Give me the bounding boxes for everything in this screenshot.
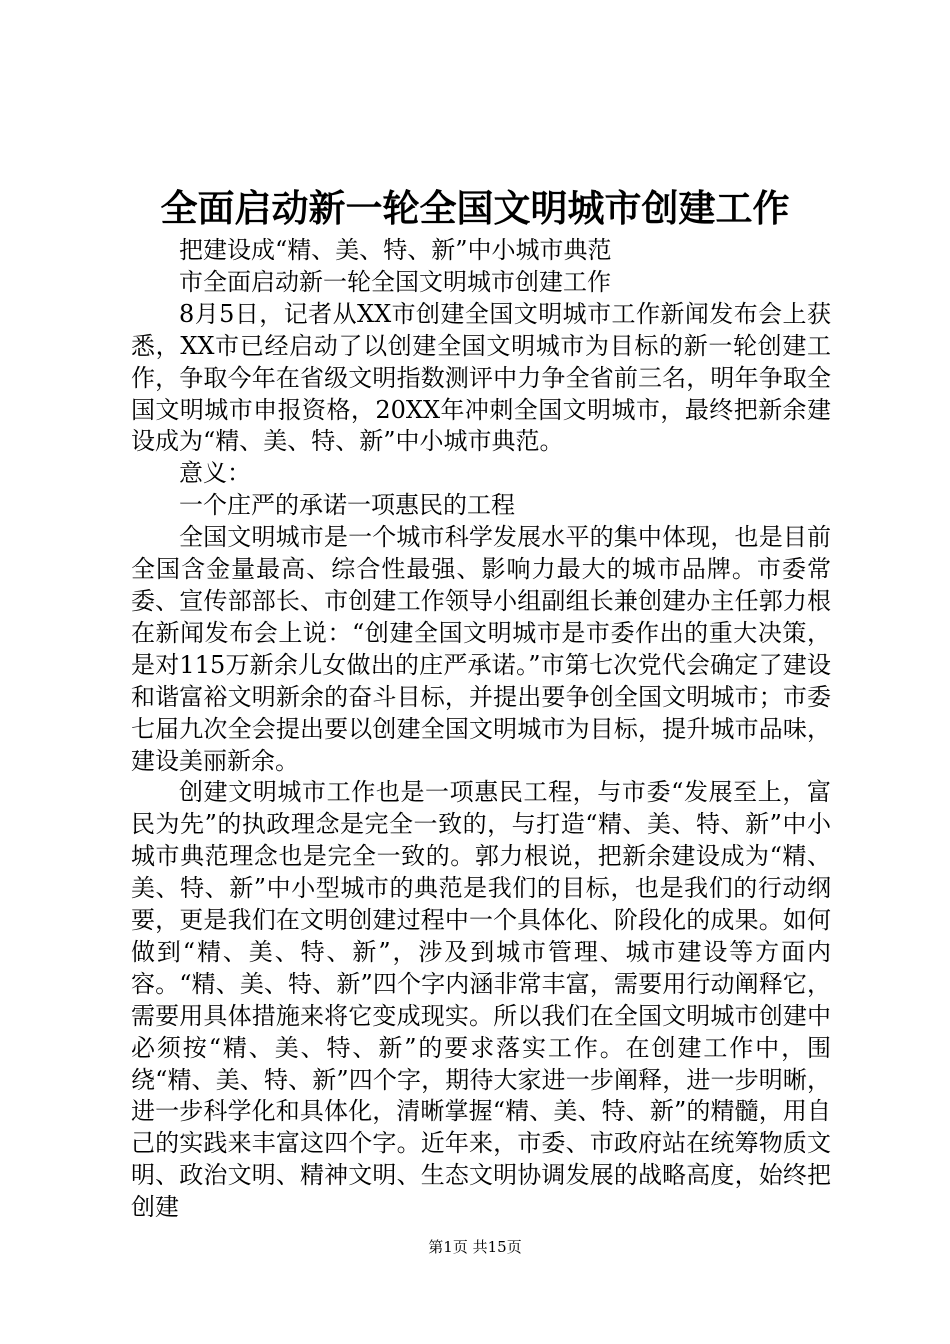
paragraph-body-1: 全国文明城市是一个城市科学发展水平的集中体现，也是目前全国含金量最高、综合性最强、影响力最大的城市品牌。市委常委、宣传部部长、市创建工作领导小组副组长兼创建办主任郭力根在新闻发布会上说：“创建全国文明城市是市委作出的重大决策，是对115万新余儿女做出的庄严承诺。”市第七次党代会确定了建设和谐富裕文明新余的奋斗目标，并提出要争创全国文明城市；市委七届九次全会提出要以创建全国文明城市为目标，提升城市品味，建设美丽新余。 [131, 523, 831, 775]
document-body [131, 235, 831, 1224]
paragraph-meaning-label: 意义： [179, 459, 251, 488]
paragraph-section-heading: 一个庄严的承诺一项惠民的工程 [179, 491, 515, 520]
paragraph-subtitle: 把建设成“精、美、特、新”中小城市典范 [179, 236, 612, 264]
paragraph-subheading: 市全面启动新一轮全国文明城市创建工作 [179, 267, 611, 296]
paragraph-intro: 8月5日，记者从XX市创建全国文明城市工作新闻发布会上获悉，XX市已经启动了以创建全国文明城市为目标的新一轮创建工作，争取今年在省级文明指数测评中力争全省前三名，明年争取全国文明城市申报资格，20XX年冲刺全国文明城市，最终把新余建设成为“精、美、特、新”中小城市典范。 [131, 299, 831, 456]
paragraph-body-2: 创建文明城市工作也是一项惠民工程，与市委“发展至上，富民为先”的执政理念是完全一致的，与打造“精、美、特、新”中小城市典范理念也是完全一致的。郭力根说，把新余建设成为“精、美、特、新”中小型城市的典范是我们的目标，也是我们的行动纲要，更是我们在文明创建过程中一个具体化、阶段化的成果。如何做到“精、美、特、新”，涉及到城市管理、城市建设等方面内容。“精、美、特、新”四个字内涵非常丰富，需要用行动阐释它，需要用具体措施来将它变成现实。所以我们在全国文明城市创建中必须按“精、美、特、新”的要求落实工作。在创建工作中，围绕“精、美、特、新”四个字，期待大家进一步阐释，进一步明晰，进一步科学化和具体化，清晰掌握“精、美、特、新”的精髓，用自己的实践来丰富这四个字。近年来，市委、市政府站在统筹物质文明、政治文明、精神文明、生态文明协调发展的战略高度，始终把创建 [131, 778, 831, 1222]
document-title: 全面启动新一轮全国文明城市创建工作 [160, 186, 790, 230]
page-number-footer: 第1页 共15页 [428, 1238, 522, 1256]
